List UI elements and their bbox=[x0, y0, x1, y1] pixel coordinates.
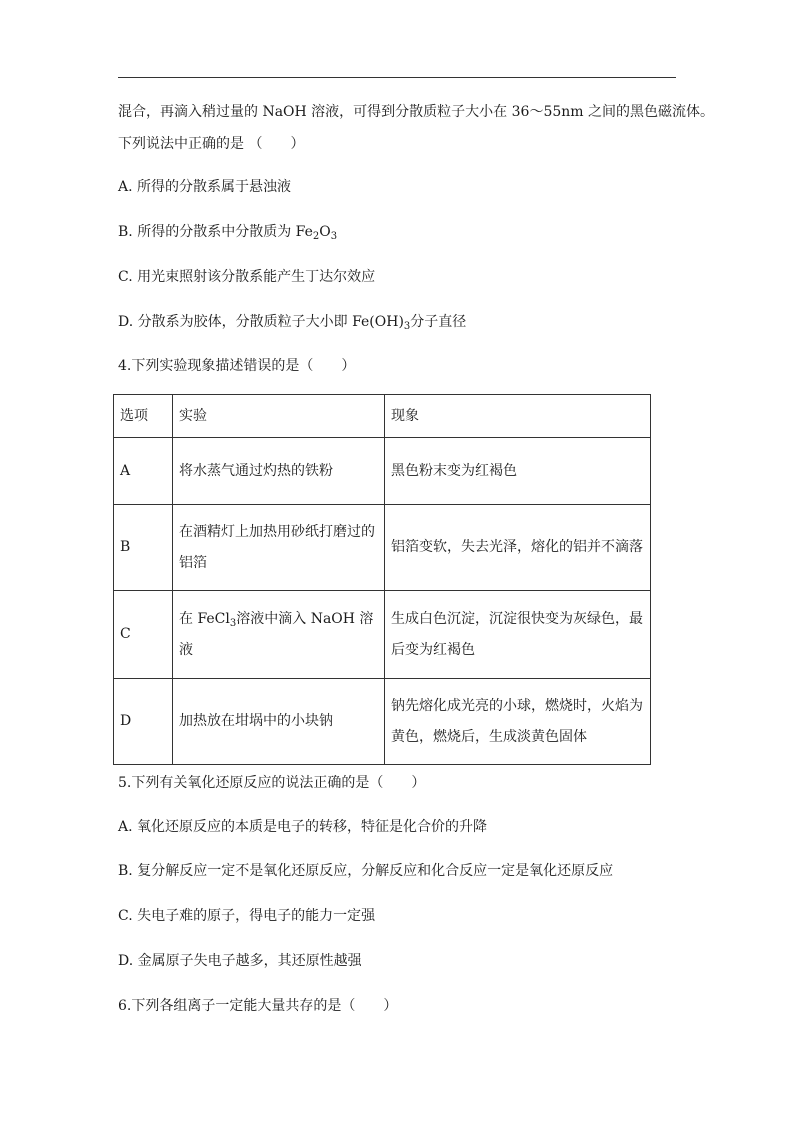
table-row bbox=[114, 679, 651, 765]
option-3d: D. 分散系为胶体，分散质粒子大小即 $Fe(OH)_3$分子直径 bbox=[118, 314, 467, 332]
row-b-phenomenon: 铝箔变软，失去光泽，熔化的铝并不滴落 bbox=[385, 505, 651, 591]
header-option: 选项 bbox=[114, 395, 173, 438]
row-c-option: C bbox=[114, 591, 173, 679]
table-row bbox=[114, 591, 651, 679]
option-5d: D. 金属原子失电子越多，其还原性越强 bbox=[118, 953, 362, 969]
row-a-phenomenon: 黑色粉末变为红褐色 bbox=[385, 438, 651, 505]
question-6-stem: 6.下列各组离子一定能大量共存的是（ ） bbox=[118, 998, 398, 1014]
row-b-experiment: 在酒精灯上加热用砂纸打磨过的铝箔 bbox=[173, 505, 385, 591]
table-header-row bbox=[114, 395, 651, 438]
row-a-option: A bbox=[114, 438, 173, 505]
row-c-phenomenon: 生成白色沉淀，沉淀很快变为灰绿色，最后变为红褐色 bbox=[385, 591, 651, 679]
experiment-table bbox=[113, 394, 651, 765]
table-row bbox=[114, 505, 651, 591]
header-rule bbox=[118, 77, 676, 78]
option-3b: B. 所得的分散系中分散质为 $Fe_2O_3$ bbox=[118, 224, 338, 242]
header-experiment: 实验 bbox=[173, 395, 385, 438]
option-5c: C. 失电子难的原子，得电子的能力一定强 bbox=[118, 908, 376, 924]
row-b-option: B bbox=[114, 505, 173, 591]
header-phenomenon: 现象 bbox=[385, 395, 651, 438]
question-4-stem: 4.下列实验现象描述错误的是（ ） bbox=[118, 358, 356, 374]
question-5-stem: 5.下列有关氧化还原反应的说法正确的是（ ） bbox=[118, 775, 426, 791]
row-d-phenomenon: 钠先熔化成光亮的小球，燃烧时，火焰为黄色，燃烧后，生成淡黄色固体 bbox=[385, 679, 651, 765]
option-5b: B. 复分解反应一定不是氧化还原反应，分解反应和化合反应一定是氧化还原反应 bbox=[118, 863, 614, 879]
question-3-intro-line-1: 混合，再滴入稍过量的 NaOH 溶液，可得到分散质粒子大小在 36～55nm 之间的黑色磁流体。 bbox=[118, 104, 715, 120]
row-d-experiment: 加热放在坩埚中的小块钠 bbox=[173, 679, 385, 765]
table-row bbox=[114, 438, 651, 505]
row-a-experiment: 将水蒸气通过灼热的铁粉 bbox=[173, 438, 385, 505]
option-3a: A. 所得的分散系属于悬浊液 bbox=[118, 179, 292, 195]
option-3c: C. 用光束照射该分散系能产生丁达尔效应 bbox=[118, 269, 376, 285]
row-d-option: D bbox=[114, 679, 173, 765]
option-5a: A. 氧化还原反应的本质是电子的转移，特征是化合价的升降 bbox=[118, 819, 488, 835]
row-c-experiment: 在 FeCl$_3$溶液中滴入 NaOH 溶液 bbox=[173, 591, 385, 679]
question-3-intro-line-2: 下列说法中正确的是 （ ） bbox=[118, 136, 305, 152]
